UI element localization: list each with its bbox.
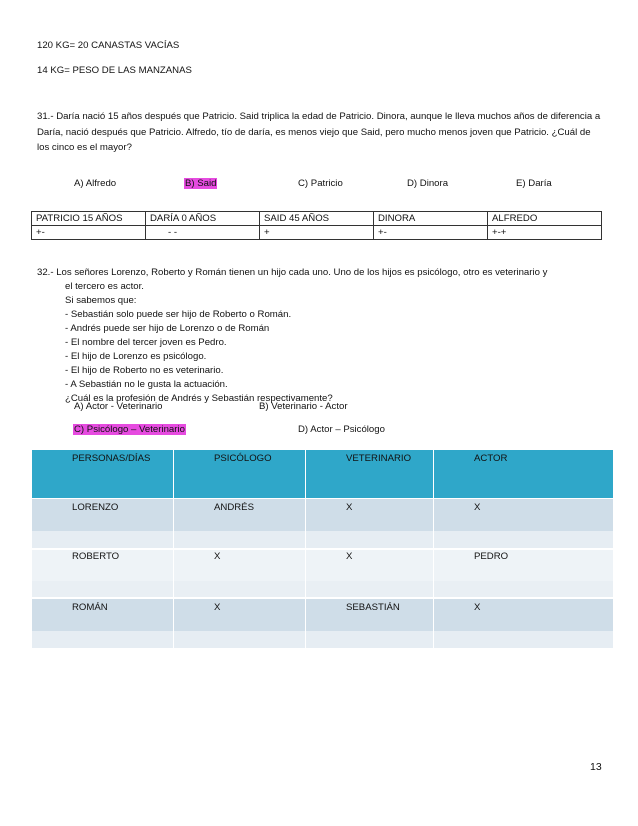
table-cell: - - [146,226,260,240]
q32-option-b: B) Veterinario - Actor [259,401,348,412]
q32-line: - Sebastián solo puede ser hijo de Roberto o Román. [65,309,292,320]
question-32-intro: 32.- Los señores Lorenzo, Roberto y Román tienen un hijo cada uno. Uno de los hijos es psicólogo, otro es veterinario y [37,267,548,278]
table-cell: DINORA [374,212,488,226]
table-cell: SEBASTIÁN [306,598,434,631]
question-31-text: 31.- Daría nació 15 años después que Patricio. Said triplica la edad de Patricio. Dinora, aunque le lleva muchos años de diferencia a Daría, nació después que Patricio. Alfredo, tío de daría, es menos viejo que Said, pero mucho menos joven que Patricio. ¿Cuál de los cinco es el mayor? [37,111,601,153]
table-cell: DARÍA 0 AÑOS [146,212,260,226]
table-cell: ALFREDO [488,212,602,226]
q32-line: - El hijo de Roberto no es veterinario. [65,365,224,376]
table-row [32,499,614,532]
page-number: 13 [590,761,602,773]
q31-table-header [32,212,602,226]
table-cell: X [174,549,306,581]
table-cell: ANDRÉS [174,499,306,532]
table-cell: X [434,499,614,532]
table-row [32,549,614,581]
q32-line: - El hijo de Lorenzo es psicólogo. [65,351,207,362]
table-cell: +- [32,226,146,240]
table-cell: LORENZO [32,499,174,532]
table-cell: + [260,226,374,240]
table-header-cell: ACTOR [434,450,614,499]
table-header-cell: VETERINARIO [306,450,434,499]
table-header-cell: PERSONAS/DÍAS [32,450,174,499]
q32-question: ¿Cuál es la profesión de Andrés y Sebastián respectivamente? [65,393,333,404]
table-row-spacer [32,631,614,649]
note-canastas: 120 KG= 20 CANASTAS VACÍAS [37,40,180,51]
q31-option-a: A) Alfredo [74,178,117,189]
q32-line: Si sabemos que: [65,295,137,306]
table-cell: X [434,598,614,631]
q31-option-c: C) Patricio [298,178,343,189]
q31-option-b [184,178,217,189]
table-row-spacer [32,581,614,598]
table-row [32,598,614,631]
table-row-spacer [32,531,614,549]
q31-option-d: D) Dinora [407,178,449,189]
question-32-intro-cont: el tercero es actor. [65,281,144,292]
q32-table-header [32,450,614,499]
table-cell: PATRICIO 15 AÑOS [32,212,146,226]
table-cell: PEDRO [434,549,614,581]
q32-option-c [73,424,186,435]
q31-table-row [32,226,602,240]
q31-age-table [31,211,602,240]
q32-line: - El nombre del tercer joven es Pedro. [65,337,227,348]
q32-line: - A Sebastián no le gusta la actuación. [65,379,228,390]
q31-answer-highlight: B) Said [185,178,217,189]
table-cell: +-+ [488,226,602,240]
table-header-cell: PSICÓLOGO [174,450,306,499]
q32-answer-highlight: C) Psicólogo – Veterinario [74,424,185,435]
table-cell: X [174,598,306,631]
table-cell: X [306,499,434,532]
q32-line: - Andrés puede ser hijo de Lorenzo o de Román [65,323,270,334]
table-cell: X [306,549,434,581]
table-cell: ROBERTO [32,549,174,581]
table-cell: ROMÁN [32,598,174,631]
q32-profession-table [31,450,614,650]
q32-option-a-text: A) Actor - Veterinario [74,401,163,412]
q32-option-d: D) Actor – Psicólogo [298,424,385,435]
table-cell: +- [374,226,488,240]
note-manzanas: 14 KG= PESO DE LAS MANZANAS [37,65,192,76]
q31-option-e: E) Daría [516,178,552,189]
table-cell: SAID 45 AÑOS [260,212,374,226]
